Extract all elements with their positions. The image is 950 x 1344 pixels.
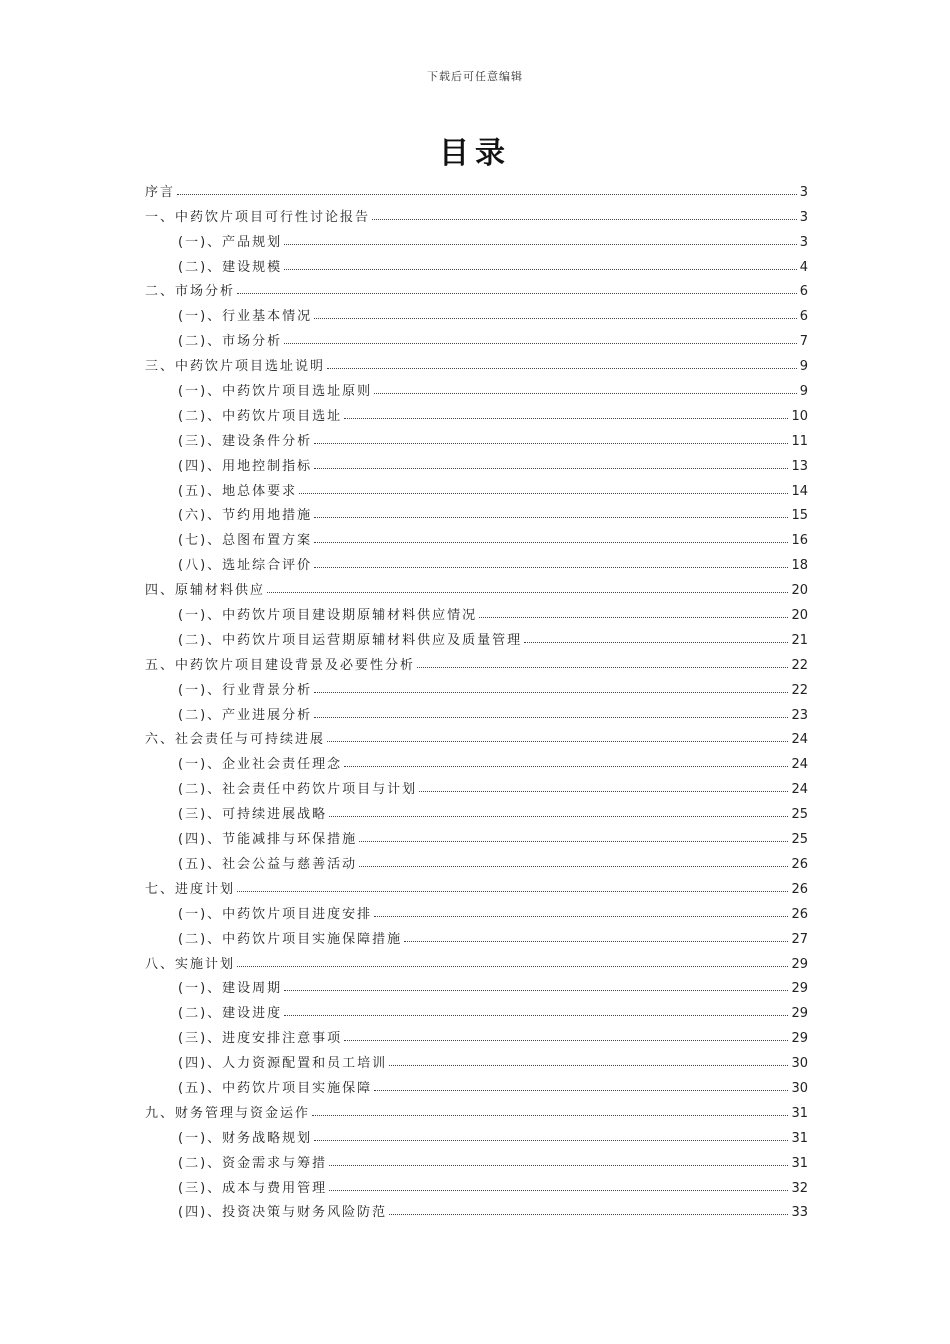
toc-entry-page: 26 <box>791 856 808 872</box>
toc-leader-dots <box>314 443 788 444</box>
toc-entry-label: (三)、进度安排注意事项 <box>178 1031 343 1047</box>
toc-entry-sub[interactable] <box>145 548 808 573</box>
toc-entry-page: 31 <box>791 1155 808 1171</box>
toc-leader-dots <box>314 318 797 319</box>
toc-entry-page: 21 <box>791 632 808 648</box>
toc-leader-dots <box>359 866 788 867</box>
toc-entry-sub[interactable] <box>145 772 808 797</box>
toc-entry-page: 6 <box>799 309 808 325</box>
toc-entry-label: (四)、节能减排与环保措施 <box>178 832 358 848</box>
toc-entry-label: (二)、资金需求与筹措 <box>178 1155 328 1171</box>
toc-entry-sub[interactable] <box>145 1046 808 1071</box>
toc-leader-dots <box>284 990 788 991</box>
header-note: 下载后可任意编辑 <box>427 70 523 83</box>
toc-entry-page: 3 <box>799 234 808 250</box>
toc-leader-dots <box>314 692 788 693</box>
toc-entry-label: (七)、总图布置方案 <box>178 533 313 549</box>
toc-entry-page: 10 <box>791 408 808 424</box>
toc-entry-page: 22 <box>791 657 808 673</box>
toc-leader-dots <box>314 567 788 568</box>
toc-entry-label: (二)、市场分析 <box>178 334 283 350</box>
toc-entry-label: (一)、企业社会责任理念 <box>178 757 343 773</box>
toc-entry[interactable] <box>145 648 808 673</box>
toc-entry-label: 三、中药饮片项目选址说明 <box>145 359 326 375</box>
toc-entry-page: 14 <box>791 483 808 499</box>
toc-entry-label: 七、进度计划 <box>145 881 236 897</box>
toc-leader-dots <box>404 941 788 942</box>
toc-entry-page: 30 <box>791 1056 808 1072</box>
toc-entry-label: (八)、选址综合评价 <box>178 558 313 574</box>
toc-leader-dots <box>417 667 788 668</box>
toc-entry-page: 13 <box>791 458 808 474</box>
toc-entry-page: 31 <box>791 1105 808 1121</box>
toc-leader-dots <box>284 343 797 344</box>
toc-leader-dots <box>284 244 797 245</box>
toc-entry-label: (二)、社会责任中药饮片项目与计划 <box>178 782 418 798</box>
toc-leader-dots <box>284 269 797 270</box>
toc-entry-label: 四、原辅材料供应 <box>145 583 266 599</box>
toc-leader-dots <box>374 393 797 394</box>
toc-entry-page: 9 <box>799 359 808 375</box>
toc-entry-sub[interactable] <box>145 996 808 1021</box>
toc-leader-dots <box>344 1040 788 1041</box>
toc-leader-dots <box>314 542 788 543</box>
toc-entry-page: 20 <box>791 608 808 624</box>
toc-leader-dots <box>299 493 788 494</box>
toc-entry-label: 六、社会责任与可持续进展 <box>145 732 326 748</box>
toc-entry-sub[interactable] <box>145 598 808 623</box>
toc-entry-label: (三)、成本与费用管理 <box>178 1180 328 1196</box>
toc-entry-sub[interactable] <box>145 324 808 349</box>
toc-entry-label: (五)、社会公益与慈善活动 <box>178 856 358 872</box>
toc-entry-sub[interactable] <box>145 972 808 997</box>
toc-leader-dots <box>314 717 788 718</box>
toc-entry-label: 五、中药饮片项目建设背景及必要性分析 <box>145 657 416 673</box>
toc-entry[interactable] <box>145 723 808 748</box>
toc-entry-sub[interactable] <box>145 922 808 947</box>
toc-entry-page: 6 <box>799 284 808 300</box>
toc-entry-label: (一)、行业背景分析 <box>178 682 313 698</box>
toc-leader-dots <box>329 1190 788 1191</box>
toc-entry-label: (一)、中药饮片项目选址原则 <box>178 384 373 400</box>
toc-entry[interactable] <box>145 275 808 300</box>
toc-entry-page: 26 <box>791 881 808 897</box>
toc-entry[interactable] <box>145 349 808 374</box>
toc-entry-label: (四)、投资决策与财务风险防范 <box>178 1205 388 1221</box>
toc-entry-sub[interactable] <box>145 1146 808 1171</box>
toc-entry-sub[interactable] <box>145 822 808 847</box>
toc-entry-sub[interactable] <box>145 673 808 698</box>
toc-entry-page: 4 <box>799 259 808 275</box>
toc-entry-label: (一)、产品规划 <box>178 234 283 250</box>
toc-entry[interactable] <box>145 175 808 200</box>
toc-leader-dots <box>177 194 797 195</box>
toc-entry-sub[interactable] <box>145 747 808 772</box>
toc-entry-sub[interactable] <box>145 299 808 324</box>
toc-entry-page: 9 <box>799 384 808 400</box>
toc-entry[interactable] <box>145 200 808 225</box>
toc-entry-label: (三)、建设条件分析 <box>178 433 313 449</box>
toc-entry-sub[interactable] <box>145 623 808 648</box>
toc-entry-page: 29 <box>791 1031 808 1047</box>
toc-leader-dots <box>359 841 788 842</box>
toc-entry-label: (二)、中药饮片项目运营期原辅材料供应及质量管理 <box>178 632 523 648</box>
toc-leader-dots <box>389 1214 788 1215</box>
toc-entry-label: (二)、中药饮片项目选址 <box>178 408 343 424</box>
toc-entry-label: (六)、节约用地措施 <box>178 508 313 524</box>
toc-entry-page: 3 <box>799 184 808 200</box>
toc-leader-dots <box>267 592 788 593</box>
toc-entry-sub[interactable] <box>145 523 808 548</box>
toc-leader-dots <box>327 368 797 369</box>
toc-entry-label: (三)、可持续进展战略 <box>178 807 328 823</box>
toc-entry-sub[interactable] <box>145 449 808 474</box>
toc-entry[interactable] <box>145 573 808 598</box>
toc-entry-sub[interactable] <box>145 1021 808 1046</box>
toc-entry-page: 22 <box>791 682 808 698</box>
toc-entry-page: 26 <box>791 906 808 922</box>
toc-entry-label: (二)、产业进展分析 <box>178 707 313 723</box>
toc-entry-page: 23 <box>791 707 808 723</box>
toc-leader-dots <box>344 766 788 767</box>
toc-entry-page: 27 <box>791 931 808 947</box>
toc-entry-sub[interactable] <box>145 797 808 822</box>
toc-entry-page: 7 <box>799 334 808 350</box>
toc-leader-dots <box>389 1065 788 1066</box>
toc-entry-page: 20 <box>791 583 808 599</box>
toc-entry-sub[interactable] <box>145 1171 808 1196</box>
toc-entry-sub[interactable] <box>145 225 808 250</box>
toc-entry-label: (二)、建设进度 <box>178 1006 283 1022</box>
toc-entry-page: 3 <box>799 209 808 225</box>
toc-leader-dots <box>479 617 788 618</box>
toc-entry-page: 33 <box>791 1205 808 1221</box>
toc-leader-dots <box>314 1140 788 1141</box>
toc-entry-label: (一)、中药饮片项目建设期原辅材料供应情况 <box>178 608 478 624</box>
toc-entry-label: 九、财务管理与资金运作 <box>145 1105 311 1121</box>
toc-entry-label: (四)、人力资源配置和员工培训 <box>178 1056 388 1072</box>
toc-leader-dots <box>312 1115 788 1116</box>
toc-entry-sub[interactable] <box>145 399 808 424</box>
toc-entry-label: 序言 <box>145 184 176 200</box>
toc-leader-dots <box>329 1165 788 1166</box>
toc-leader-dots <box>419 791 788 792</box>
toc-entry-page: 24 <box>791 732 808 748</box>
toc-leader-dots <box>372 219 797 220</box>
toc-entry-sub[interactable] <box>145 250 808 275</box>
toc-entry[interactable] <box>145 872 808 897</box>
toc-leader-dots <box>374 916 788 917</box>
toc-entry-sub[interactable] <box>145 847 808 872</box>
toc-entry-sub[interactable] <box>145 474 808 499</box>
toc-entry-page: 18 <box>791 558 808 574</box>
toc-leader-dots <box>374 1090 788 1091</box>
toc-leader-dots <box>314 517 788 518</box>
toc-title: 目录 <box>439 136 511 171</box>
toc-entry-label: 一、中药饮片项目可行性讨论报告 <box>145 209 371 225</box>
toc-entry-page: 24 <box>791 782 808 798</box>
toc-entry-page: 16 <box>791 533 808 549</box>
toc-leader-dots <box>237 891 788 892</box>
toc-entry-sub[interactable] <box>145 424 808 449</box>
toc-leader-dots <box>327 741 788 742</box>
toc-entry-sub[interactable] <box>145 897 808 922</box>
toc-entry-label: (一)、行业基本情况 <box>178 309 313 325</box>
toc-entry-label: (一)、财务战略规划 <box>178 1130 313 1146</box>
toc-entry-page: 32 <box>791 1180 808 1196</box>
toc-entry-label: 二、市场分析 <box>145 284 236 300</box>
toc-entry-sub[interactable] <box>145 374 808 399</box>
toc-entry-page: 29 <box>791 956 808 972</box>
toc-entry-sub[interactable] <box>145 499 808 524</box>
toc-leader-dots <box>314 468 788 469</box>
toc-entry[interactable] <box>145 1096 808 1121</box>
toc-entry-sub[interactable] <box>145 1071 808 1096</box>
toc-entry-page: 31 <box>791 1130 808 1146</box>
toc-entry-sub[interactable] <box>145 1121 808 1146</box>
table-of-contents <box>145 175 808 1220</box>
toc-entry-page: 25 <box>791 807 808 823</box>
toc-leader-dots <box>524 642 788 643</box>
toc-entry-label: (一)、建设周期 <box>178 981 283 997</box>
toc-entry-page: 30 <box>791 1080 808 1096</box>
toc-leader-dots <box>237 293 797 294</box>
toc-entry-page: 24 <box>791 757 808 773</box>
toc-entry-label: (四)、用地控制指标 <box>178 458 313 474</box>
toc-leader-dots <box>344 418 788 419</box>
toc-entry-label: (二)、建设规模 <box>178 259 283 275</box>
toc-leader-dots <box>237 966 788 967</box>
toc-entry-label: 八、实施计划 <box>145 956 236 972</box>
toc-entry-label: (一)、中药饮片项目进度安排 <box>178 906 373 922</box>
toc-entry-label: (五)、中药饮片项目实施保障 <box>178 1080 373 1096</box>
toc-entry-sub[interactable] <box>145 698 808 723</box>
toc-entry[interactable] <box>145 947 808 972</box>
toc-leader-dots <box>329 816 788 817</box>
toc-entry-sub[interactable] <box>145 1196 808 1221</box>
toc-entry-page: 25 <box>791 832 808 848</box>
toc-entry-page: 11 <box>791 433 808 449</box>
toc-entry-page: 15 <box>791 508 808 524</box>
toc-entry-page: 29 <box>791 981 808 997</box>
toc-entry-label: (五)、地总体要求 <box>178 483 298 499</box>
toc-entry-page: 29 <box>791 1006 808 1022</box>
toc-leader-dots <box>284 1015 788 1016</box>
toc-entry-label: (二)、中药饮片项目实施保障措施 <box>178 931 403 947</box>
